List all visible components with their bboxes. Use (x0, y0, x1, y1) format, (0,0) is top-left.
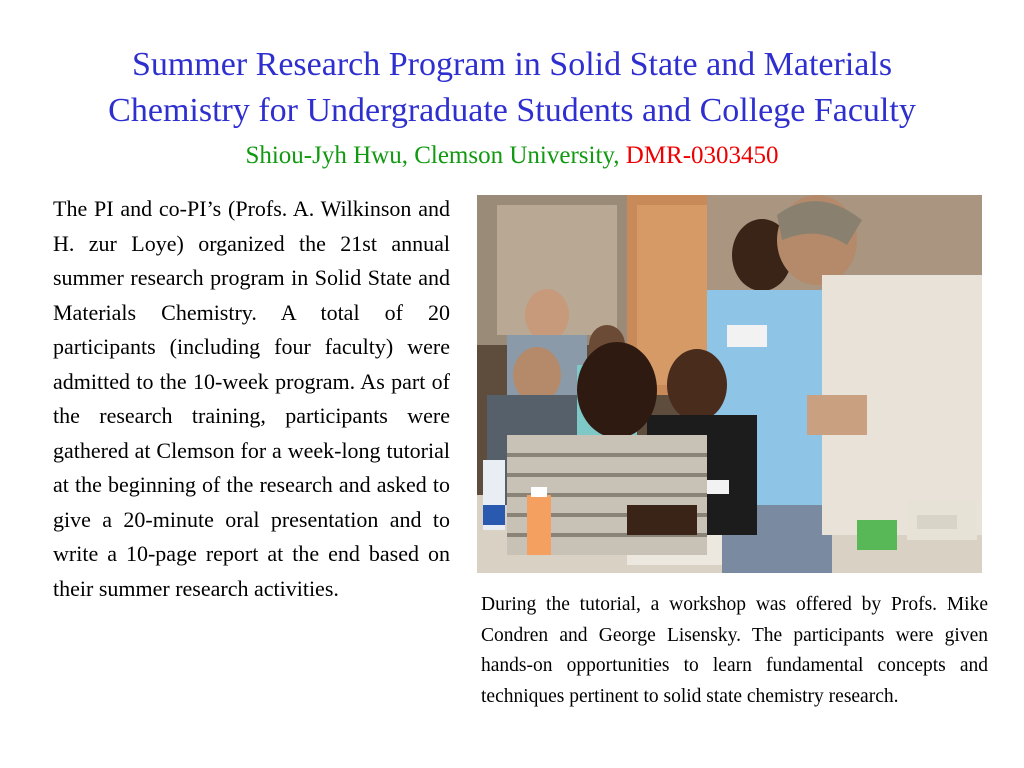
slide-subtitle (20, 140, 1004, 172)
title-line-1: Summer Research Program in Solid State and Materials (131, 46, 893, 83)
workshop-photo (477, 195, 982, 573)
title-line-2: Chemistry for Undergraduate Students and College Faculty (108, 92, 916, 129)
slide-title (20, 42, 1004, 134)
author-affiliation: Shiou-Jyh Hwu, Clemson University, (245, 142, 620, 169)
grant-number: DMR-0303450 (625, 142, 779, 169)
body-paragraph: The PI and co-PI’s (Profs. A. Wilkinson and H. zur Loye) organized the 21st annual summer research program in Solid State and Materials Chemistry. A total of 20 participants (including four faculty) were admitted to the 10-week program. As part of the research training, participants were gathered at Clemson for a week-long tutorial at the beginning of the research and asked to give a 20-minute oral presentation and to write a 10-page report at the end based on their summer research activities. (53, 196, 450, 601)
photo-caption: During the tutorial, a workshop was offered by Profs. Mike Condren and George Lisensky. The participants were given hands-on opportunities to learn fundamental concepts and techniques pertinent to solid state chemistry research. (481, 594, 988, 707)
